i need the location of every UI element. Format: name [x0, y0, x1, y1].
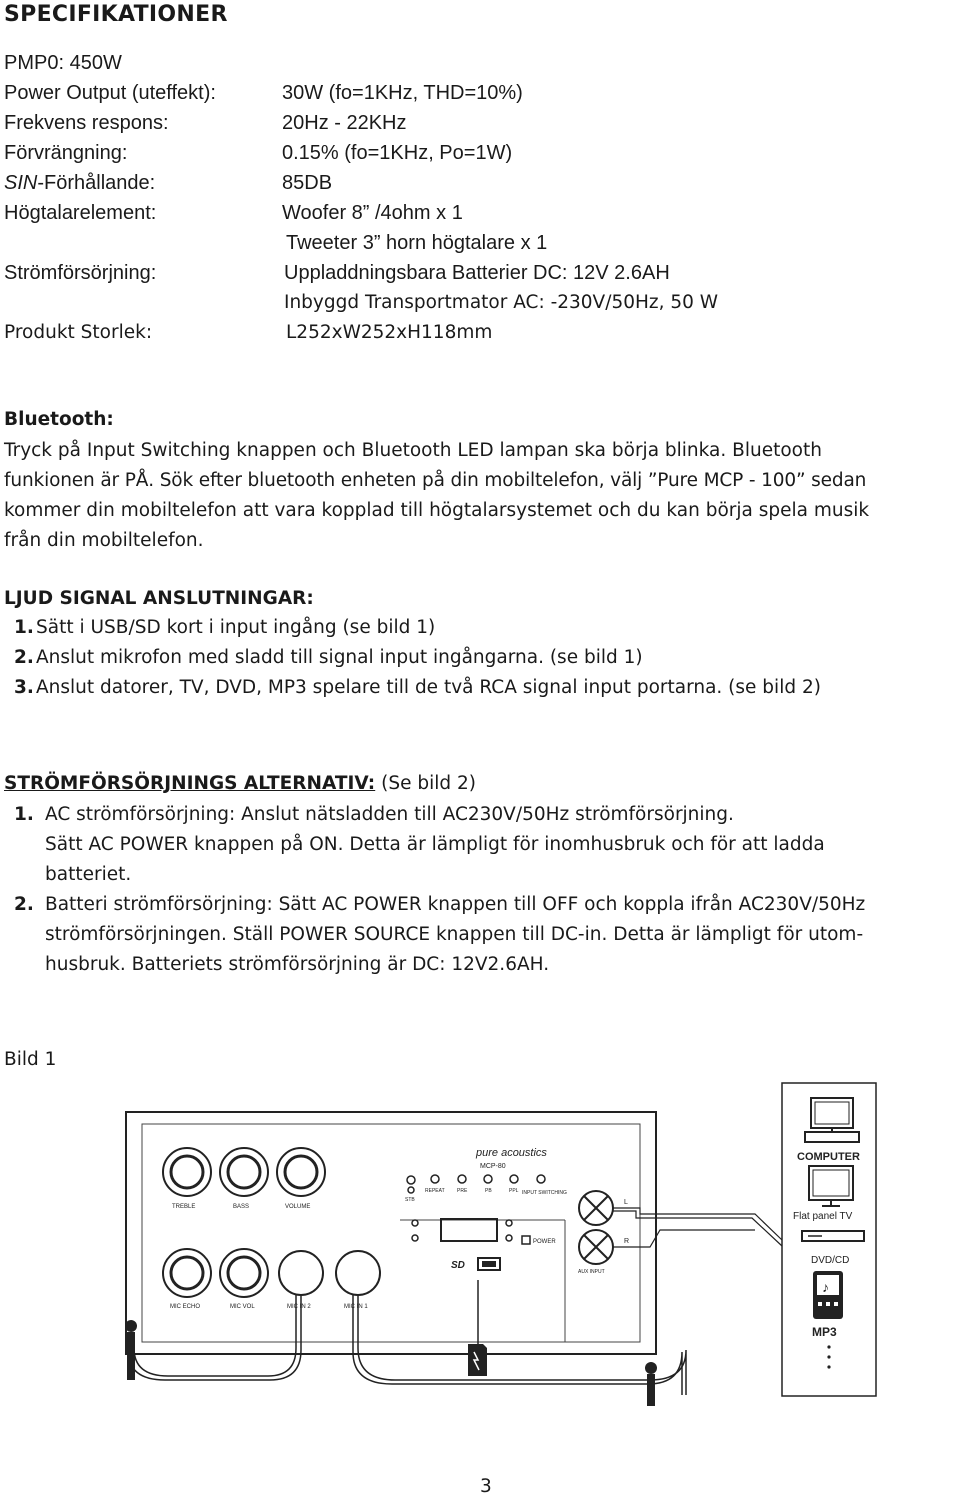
knob-mic-echo[interactable] — [163, 1249, 211, 1310]
knob-volume[interactable] — [277, 1148, 325, 1210]
cable-l-label: L — [624, 1199, 628, 1206]
spec-label: Förvrängning: — [4, 142, 128, 164]
list-item — [14, 800, 865, 890]
computer-label: COMPUTER — [797, 1151, 860, 1163]
knob-label: MIC ECHO — [170, 1304, 200, 1310]
repeat-button[interactable] — [431, 1175, 439, 1183]
knob-label: MIC IN 1 — [344, 1304, 368, 1310]
sd-card-icon — [468, 1280, 487, 1376]
button-label: PRE — [457, 1188, 468, 1194]
button-label: PB — [485, 1188, 492, 1194]
list-line: strömförsörjningen. Ställ POWER SOURCE knappen till DC-in. Detta är lämpligt för utom- — [45, 924, 864, 945]
spec-label: Strömförsörjning: — [4, 262, 157, 284]
power-label: POWER — [533, 1239, 556, 1245]
list-line: husbruk. Batteriets strömförsörjning är DC: 12V2.6AH. — [45, 954, 550, 975]
aux-label: AUX INPUT — [578, 1269, 605, 1275]
list-line: Sätt AC POWER knappen på ON. Detta är lämpligt för inomhusbruk och för att ladda — [45, 834, 825, 855]
spec-value: L252xW252xH118mm — [286, 322, 493, 343]
mic-cable-right — [353, 1295, 686, 1406]
brand-label: pure acoustics — [476, 1147, 547, 1159]
list-item — [14, 643, 821, 673]
power-heading-note: (Se bild 2) — [381, 773, 476, 794]
spec-row — [0, 168, 960, 198]
button-label: PPL — [509, 1188, 519, 1194]
spec-label: Frekvens respons: — [4, 112, 169, 134]
spec-row — [0, 78, 960, 108]
power-heading: STRÖMFÖRSÖRJNINGS ALTERNATIV: — [4, 773, 376, 794]
mic-cable-left — [125, 1295, 301, 1380]
knob-label: BASS — [233, 1204, 250, 1210]
list-text: Sätt i USB/SD kort i input ingång (se bild 1) — [36, 617, 436, 638]
bluetooth-line: Tryck på Input Switching knappen och Bluetooth LED lampan ska börja blinka. Bluetooth — [4, 440, 822, 461]
spec-row — [0, 228, 960, 258]
knob-label: TREBLE — [172, 1204, 196, 1210]
spec-label: Produkt Storlek: — [4, 322, 153, 343]
knob-treble[interactable] — [163, 1148, 211, 1210]
spec-value: 0.15% (fo=1KHz, Po=1W) — [282, 142, 513, 164]
spec-label: Högtalarelement: — [4, 202, 157, 224]
knob-label: VOLUME — [285, 1204, 311, 1210]
knob-bass[interactable] — [220, 1148, 268, 1210]
tv-icon — [793, 1166, 853, 1222]
audio-list — [14, 613, 821, 703]
bluetooth-line: funkionen är PÅ. Sök efter bluetooth enheten på din mobiltelefon, välj ”Pure MCP - 100” sedan — [4, 470, 867, 491]
mp3-label: MP3 — [812, 1325, 837, 1339]
spec-label-rest: -Förhållande: — [37, 172, 156, 194]
bluetooth-line: från din mobiltelefon. — [4, 530, 204, 551]
bluetooth-paragraph — [4, 436, 960, 556]
pb-button[interactable] — [484, 1175, 492, 1183]
music-note-icon: ♪ — [822, 1279, 829, 1295]
spec-value: 30W (fo=1KHz, THD=10%) — [282, 82, 523, 104]
list-number: 1. — [14, 617, 34, 638]
list-text — [45, 800, 865, 890]
spec-list — [0, 48, 960, 348]
power-heading-row — [4, 769, 476, 799]
bluetooth-heading: Bluetooth: — [4, 409, 114, 430]
aux-input[interactable] — [578, 1191, 613, 1275]
sd-label: SD — [451, 1260, 465, 1271]
button-row — [405, 1175, 567, 1203]
list-number: 1. — [14, 804, 34, 825]
list-number: 2. — [14, 894, 34, 915]
button-label: STB — [405, 1197, 415, 1203]
list-item — [14, 673, 821, 703]
power-switch[interactable] — [522, 1236, 556, 1245]
spec-row — [0, 48, 960, 78]
dvd-label: DVD/CD — [811, 1255, 850, 1266]
bluetooth-line: kommer din mobiltelefon att vara kopplad till högtalarsystemet och du kan börja spela musik — [4, 500, 870, 521]
button-label: REPEAT — [425, 1188, 445, 1194]
tv-label: Flat panel TV — [793, 1211, 853, 1222]
spec-label-italic: SIN — [4, 172, 38, 194]
led-indicator — [407, 1176, 415, 1184]
dvd-icon — [802, 1231, 864, 1266]
ppl-button[interactable] — [510, 1175, 518, 1183]
usb-sd-slots[interactable] — [412, 1219, 512, 1271]
spec-label — [4, 168, 155, 198]
spec-label: Power Output (uteffekt): — [4, 82, 216, 104]
spec-label: PMP0: 450W — [4, 52, 122, 74]
spec-value: 85DB — [282, 172, 333, 194]
spec-value: Tweeter 3” horn högtalare x 1 — [286, 232, 548, 254]
list-line: batteriet. — [45, 864, 132, 885]
list-item — [14, 890, 865, 980]
aux-cables — [612, 1199, 782, 1247]
spec-row — [0, 318, 960, 348]
spec-row — [0, 138, 960, 168]
page-title: SPECIFIKATIONER — [4, 2, 228, 27]
spec-row — [0, 198, 960, 228]
knob-label: MIC IN 2 — [287, 1304, 311, 1310]
button-label: INPUT SWITCHING — [522, 1190, 567, 1196]
spec-row — [0, 108, 960, 138]
knob-mic-vol[interactable] — [220, 1249, 268, 1310]
list-text: Anslut mikrofon med sladd till signal input ingångarna. (se bild 1) — [36, 647, 643, 668]
spec-value: Inbyggd Transportmator AC: -230V/50Hz, 50 W — [284, 292, 719, 313]
spec-row — [0, 288, 960, 318]
amplifier-panel — [126, 1112, 656, 1354]
spec-value: Woofer 8” /4ohm x 1 — [282, 202, 463, 224]
list-line: AC strömförsörjning: Anslut nätsladden till AC230V/50Hz strömförsörjning. — [45, 804, 734, 825]
computer-icon — [797, 1098, 860, 1163]
power-list — [14, 800, 865, 980]
list-line: Batteri strömförsörjning: Sätt AC POWER knappen till OFF och koppla ifrån AC230V/50Hz — [45, 894, 866, 915]
spec-row — [0, 258, 960, 288]
list-number: 2. — [14, 647, 34, 668]
input-switching-button[interactable] — [537, 1175, 545, 1183]
knob-label: MIC VOL — [230, 1304, 255, 1310]
stb-button[interactable] — [408, 1187, 414, 1193]
list-item — [14, 613, 821, 643]
devices-frame — [782, 1083, 876, 1396]
list-text — [45, 890, 865, 980]
audio-heading: LJUD SIGNAL ANSLUTNINGAR: — [4, 588, 314, 609]
cable-r-label: R — [624, 1238, 630, 1245]
page-number: 3 — [480, 1476, 492, 1497]
connection-diagram — [0, 1080, 960, 1440]
figure-caption: Bild 1 — [4, 1049, 57, 1070]
spec-value: 20Hz - 22KHz — [282, 112, 407, 134]
model-label: MCP-80 — [480, 1163, 506, 1170]
mp3-player-icon — [812, 1271, 843, 1369]
spec-value: Uppladdningsbara Batterier DC: 12V 2.6AH — [284, 262, 670, 284]
pre-button[interactable] — [458, 1175, 466, 1183]
list-text: Anslut datorer, TV, DVD, MP3 spelare till de två RCA signal input portarna. (se bild 2) — [36, 677, 821, 698]
list-number: 3. — [14, 677, 34, 698]
